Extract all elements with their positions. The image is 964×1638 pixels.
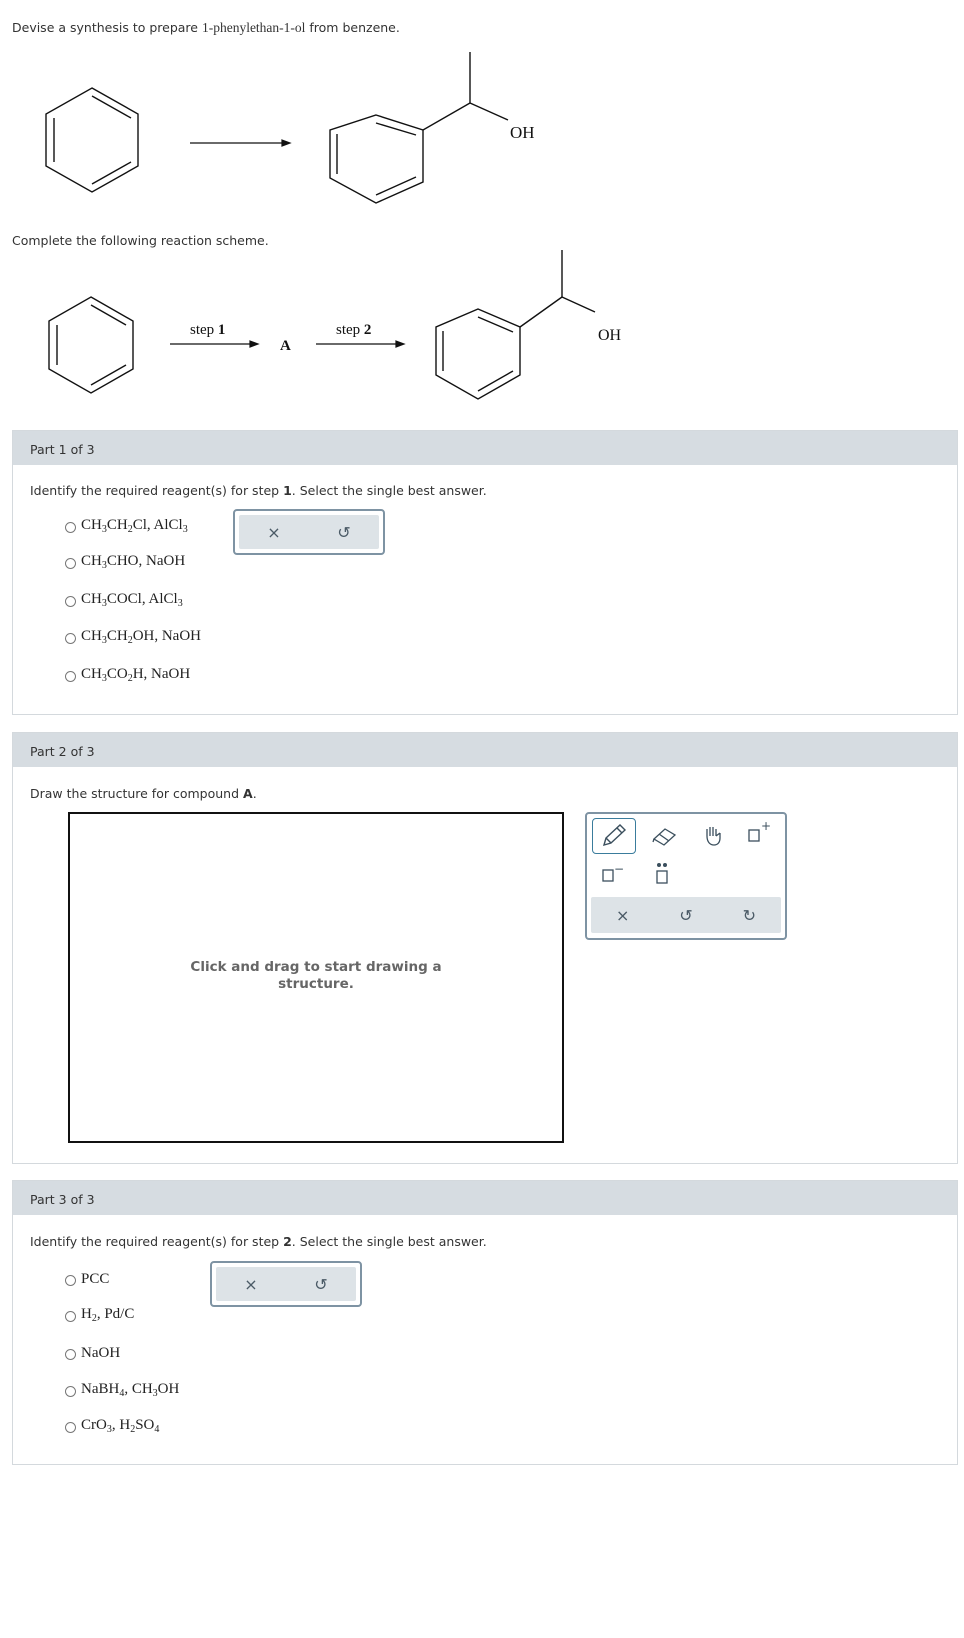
part3-option-5[interactable]: CrO$_3$, $H_2SO_4$ [65, 1417, 159, 1435]
step1-label: step 1 [190, 322, 226, 338]
redo-button[interactable]: ↻ [742, 905, 757, 925]
part2-header: Part 2 of 3 [13, 733, 957, 767]
part3-option-1[interactable]: PCC [65, 1271, 109, 1288]
intermediate-a-label: A [280, 338, 291, 354]
part3-panel [12, 1180, 958, 1465]
reaction-arrow [190, 140, 290, 146]
radio-button[interactable] [65, 1311, 76, 1322]
part1-answer-toolbar [233, 509, 385, 555]
undo-button[interactable]: ↺ [337, 522, 351, 542]
radio-button[interactable] [65, 1349, 76, 1360]
part3-instruction: Identify the required reagent(s) for step 2. Select the single best answer. [30, 1234, 487, 1249]
radio-button[interactable] [65, 1275, 76, 1286]
part1-option-1[interactable]: $CH_3CH_2Cl$, AlCl$_3$ [65, 517, 188, 535]
pencil-icon[interactable] [592, 818, 636, 854]
step2-label: step 2 [336, 322, 372, 338]
part3-option-2[interactable]: $H_2$, Pd/C [65, 1306, 134, 1324]
part1-header: Part 1 of 3 [13, 431, 957, 465]
minus-sign: − [614, 862, 625, 876]
eraser-icon[interactable] [649, 822, 681, 850]
positive-charge-icon[interactable] [742, 820, 778, 850]
radio-button[interactable] [65, 596, 76, 607]
clear-button[interactable]: × [267, 522, 281, 542]
product-structure [436, 250, 595, 399]
part3-header: Part 3 of 3 [13, 1181, 957, 1215]
hand-icon[interactable] [698, 822, 730, 850]
part1-instruction: Identify the required reagent(s) for step 1. Select the single best answer. [30, 483, 487, 498]
undo-button[interactable]: ↺ [679, 905, 693, 925]
plus-sign: + [761, 819, 772, 833]
product-structure [330, 52, 508, 203]
benzene-structure [46, 88, 138, 192]
negative-charge-icon[interactable] [599, 860, 635, 890]
radio-button[interactable] [65, 1422, 76, 1433]
clear-button[interactable]: × [615, 905, 630, 925]
part2-instruction: Draw the structure for compound A. [30, 786, 257, 801]
question-prompt: Devise a synthesis to prepare 1-phenylethan-1-ol from benzene. [12, 20, 400, 35]
reaction-scheme [0, 250, 700, 420]
part1-option-5[interactable]: $CH_3CO_2H$, NaOH [65, 666, 190, 684]
part3-answer-toolbar [210, 1261, 362, 1307]
oh-label: OH [598, 327, 622, 344]
part1-option-4[interactable]: $CH_3CH_2OH$, NaOH [65, 628, 201, 646]
step2-arrow [316, 341, 404, 347]
canvas-hint: Click and drag to start drawing a structure. [190, 959, 442, 992]
part3-option-4[interactable]: NaBH$_4$, $CH_3OH$ [65, 1381, 179, 1399]
part2-panel [12, 732, 958, 1164]
part1-option-2[interactable]: $CH_3CHO$, NaOH [65, 553, 185, 571]
radio-button[interactable] [65, 671, 76, 682]
benzene-structure [49, 297, 133, 393]
overview-scheme [0, 40, 600, 220]
step1-arrow [170, 341, 258, 347]
drawing-toolbar [585, 812, 787, 940]
part3-option-3[interactable]: NaOH [65, 1345, 120, 1362]
clear-button[interactable]: × [244, 1274, 258, 1294]
structure-drawing-canvas[interactable] [68, 812, 564, 1143]
radio-button[interactable] [65, 522, 76, 533]
oh-label: OH [510, 123, 535, 142]
radio-button[interactable] [65, 558, 76, 569]
lone-pair-icon[interactable] [649, 858, 679, 890]
undo-button[interactable]: ↺ [314, 1274, 328, 1294]
radio-button[interactable] [65, 633, 76, 644]
part1-option-3[interactable]: $CH_3COCl$, AlCl$_3$ [65, 591, 183, 609]
scheme-instruction: Complete the following reaction scheme. [12, 233, 269, 248]
radio-button[interactable] [65, 1386, 76, 1397]
part1-panel [12, 430, 958, 715]
target-compound-name: 1-phenylethan-1-ol [201, 20, 306, 35]
